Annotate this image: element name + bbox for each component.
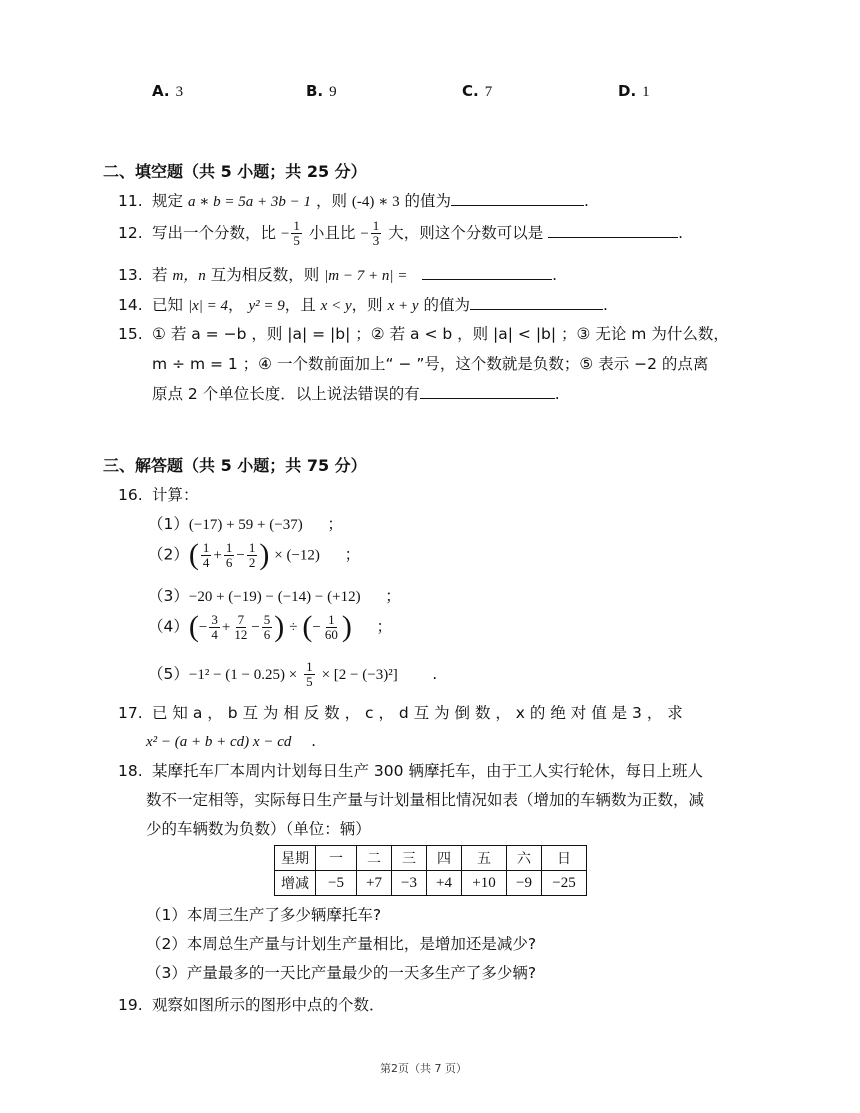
table-row <box>275 871 587 896</box>
question-16-part3: （3）−20 + (−19) − (−14) − (+12) ； <box>148 587 401 605</box>
fraction: $\frac{1}{5}$ <box>293 218 300 248</box>
question-16-part5: （5）−1² − (1 − 0.25) × $\frac{1}{5}$ × [2 − (−3)²] . <box>148 659 438 689</box>
table-header-cell: 二 <box>357 846 392 871</box>
table-cell: −3 <box>392 871 427 896</box>
option-b: B. 9 <box>306 82 337 100</box>
question-18-sub2: （2）本周总生产量与计划生产量相比，是增加还是减少? <box>146 935 537 953</box>
question-18-line3: 少的车辆数为负数）（单位：辆） <box>146 820 371 838</box>
question-12: 12. 写出一个分数，比 − $\frac{1}{5}$ 小且比 − $\frac{1}{3}$ 大，则这个分数可以是 . <box>118 218 684 248</box>
table-header-cell: 六 <box>507 846 542 871</box>
table-cell: +10 <box>462 871 507 896</box>
table-cell: +7 <box>357 871 392 896</box>
production-table <box>274 845 587 896</box>
question-18: 18. 某摩托车厂本周内计划每日生产 300 辆摩托车，由于工人实行轮休，每日上班人 <box>118 762 703 780</box>
table-header-cell: 三 <box>392 846 427 871</box>
question-16-part2: （2）( $\frac{1}{4}$ + $\frac{1}{6}$ − $\frac{1}{2}$ ) × (−12) ； <box>148 538 361 571</box>
table-header-cell: 星期 <box>275 846 316 871</box>
option-a: A. 3 <box>152 82 184 100</box>
question-16-part1: （1）(−17) + 59 + (−37) ； <box>148 515 343 533</box>
table-header-cell: 日 <box>542 846 587 871</box>
answer-blank[interactable] <box>548 221 678 238</box>
table-cell: −5 <box>316 871 357 896</box>
page-footer: 第2页（共 7 页） <box>380 1062 467 1075</box>
question-15: 15. ① 若 a = −b ，则 |a| = |b| ；② 若 a < b ，则 |a| < |b| ；③ 无论 m 为什么数， <box>118 325 729 343</box>
table-cell: −25 <box>542 871 587 896</box>
table-cell: +4 <box>427 871 462 896</box>
option-d: D. 1 <box>618 82 650 100</box>
answer-blank[interactable] <box>451 189 584 206</box>
section3-title: 三、解答题（共 5 小题；共 75 分） <box>103 456 367 475</box>
section2-title: 二、填空题（共 5 小题；共 25 分） <box>103 162 367 181</box>
question-18-sub1: （1）本周三生产了多少辆摩托车? <box>146 906 382 924</box>
question-13: 13. 若 m，n 互为相反数，则 |m − 7 + n| = . <box>118 263 557 287</box>
table-cell: 增减 <box>275 871 316 896</box>
table-header-cell: 一 <box>316 846 357 871</box>
answer-blank[interactable] <box>422 263 552 280</box>
table-header-cell: 五 <box>462 846 507 871</box>
answer-blank[interactable] <box>470 293 603 310</box>
question-19: 19. 观察如图所示的图形中点的个数． <box>118 996 385 1014</box>
question-16-part4: （4）(− $\frac{3}{4}$ + $\frac{7}{12}$ − $\frac{5}{6}$ ) ÷ (− $\frac{1}{60}$ ) ； <box>148 610 393 643</box>
fraction: $\frac{1}{3}$ <box>372 218 380 248</box>
answer-blank[interactable] <box>420 382 555 399</box>
question-18-sub3: （3）产量最多的一天比产量最少的一天多生产了多少辆? <box>146 964 537 982</box>
table-cell: −9 <box>507 871 542 896</box>
question-16: 16. 计算： <box>118 486 199 504</box>
question-11: 11. 规定 a ∗ b = 5a + 3b − 1 ，则 (-4) ∗ 3 的值为 . <box>118 189 589 213</box>
question-14: 14. 已知 |x| = 4， y² = 9，且 x < y，则 x + y 的值为 . <box>118 293 608 317</box>
question-17-line2: x² − (a + b + cd) x − cd . <box>146 732 317 750</box>
question-15-line3: 原点 2 个单位长度．以上说法错误的有 . <box>152 382 560 405</box>
table-row <box>275 846 587 871</box>
table-header-cell: 四 <box>427 846 462 871</box>
question-15-line2: m ÷ m = 1 ；④ 一个数前面加上“ − ”号，这个数就是负数；⑤ 表示 −2 的点离 <box>152 355 709 373</box>
option-c: C. 7 <box>462 82 493 100</box>
question-18-line2: 数不一定相等，实际每日生产量与计划量相比情况如表（增加的车辆数为正数，减 <box>146 791 705 809</box>
question-17: 17. 已 知 a ， b 互 为 相 反 数 ， c ， d 互 为 倒 数 ， x 的 绝 对 值 是 3 ， 求 <box>118 704 683 722</box>
